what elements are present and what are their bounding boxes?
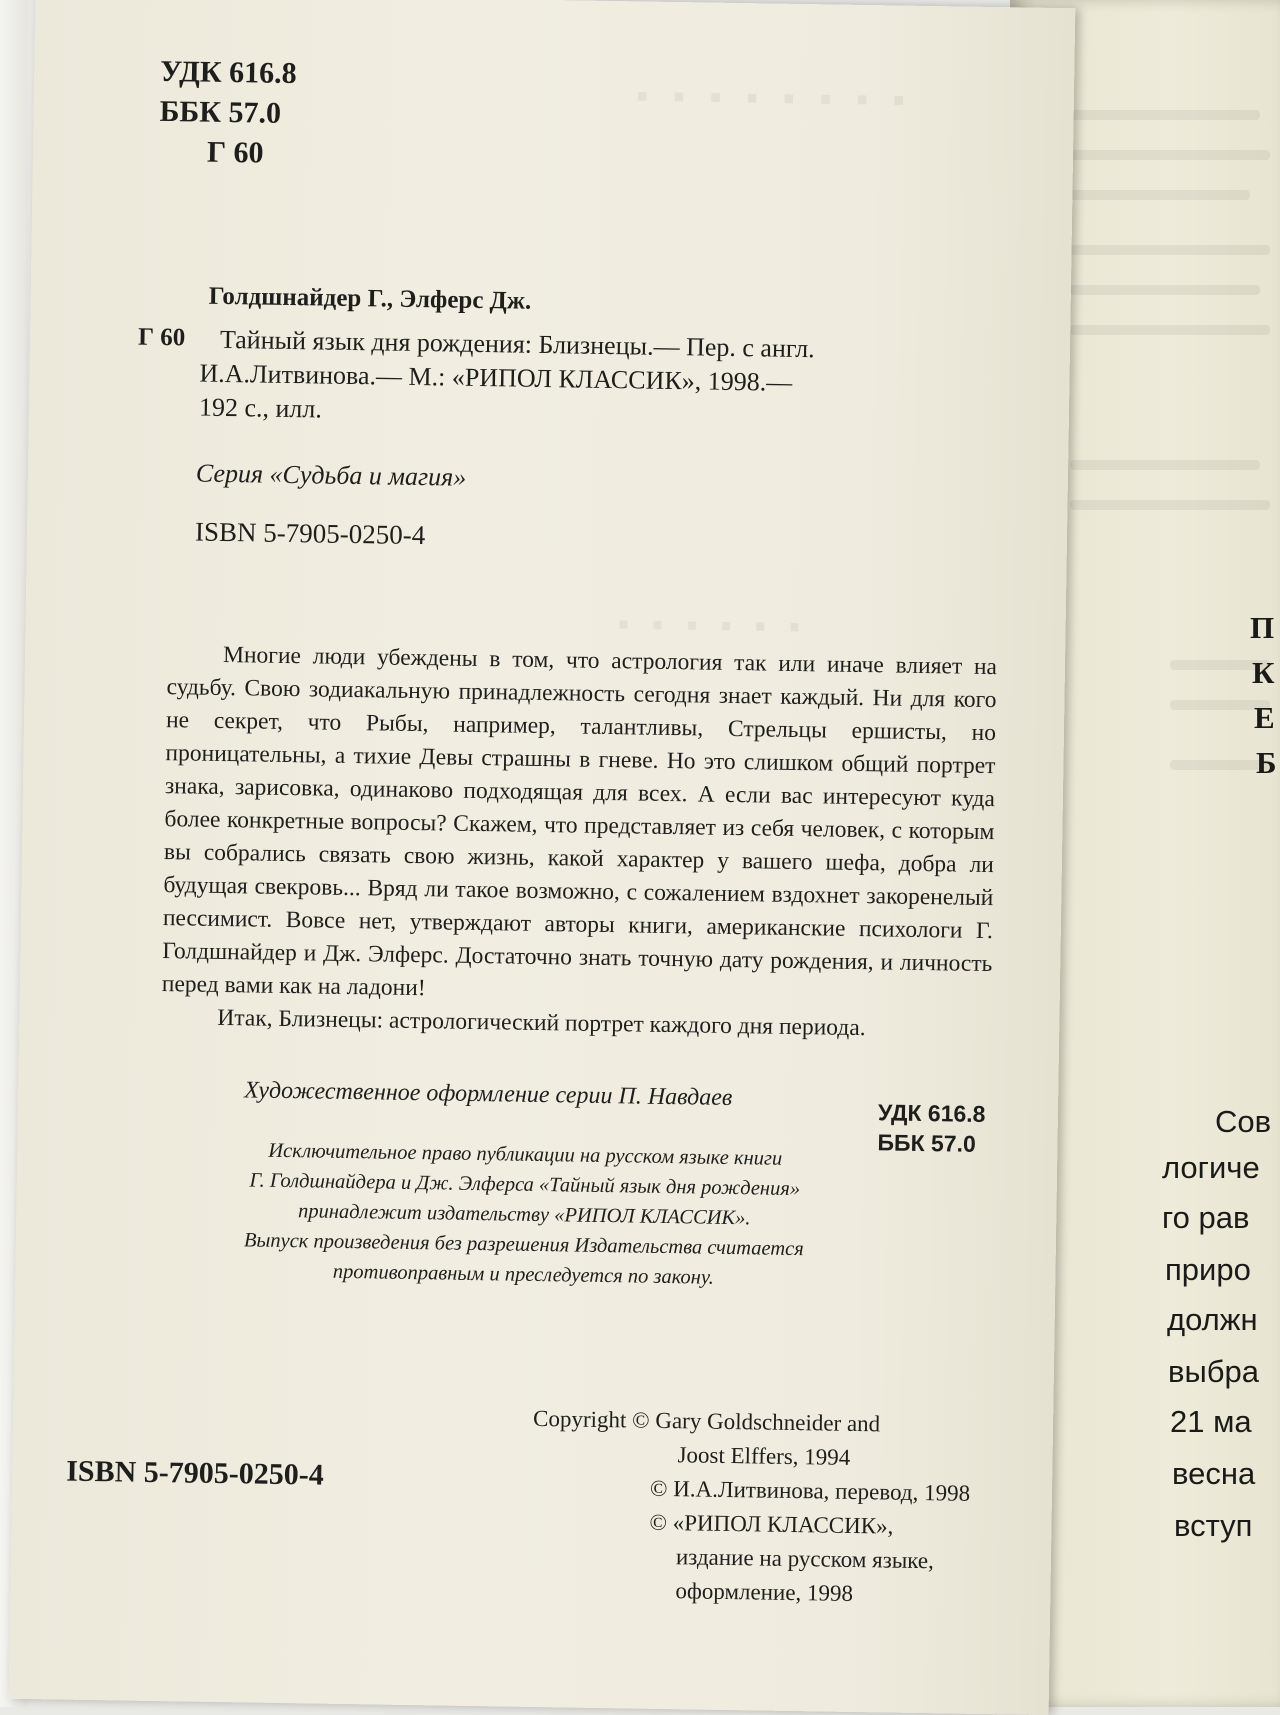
show-through: · · · · · · bbox=[615, 592, 806, 659]
text-line: приро bbox=[1165, 1252, 1251, 1287]
isbn-top: ISBN 5-7905-0250-4 bbox=[194, 516, 426, 551]
entry-code: Г 60 bbox=[137, 323, 186, 352]
copyright-line: оформление, 1998 bbox=[675, 1578, 854, 1606]
bbk-code: ББК 57.0 bbox=[159, 94, 282, 130]
text-line: весна bbox=[1172, 1456, 1256, 1491]
show-through: · · · · · · · · bbox=[633, 62, 911, 134]
copyright-block bbox=[530, 1402, 971, 1613]
rights-notice bbox=[163, 1134, 885, 1295]
copyright-line: Joost Elffers, 1994 bbox=[677, 1442, 851, 1470]
rights-line: Г. Голдшнайдера и Дж. Элферса «Тайный язык дня рождения» bbox=[249, 1169, 801, 1201]
bibliographic-entry bbox=[198, 323, 815, 434]
text-line: выбра bbox=[1168, 1354, 1259, 1389]
book-page bbox=[9, 0, 1076, 1715]
series-title: Серия «Судьба и магия» bbox=[195, 458, 467, 492]
edge-letter: П bbox=[1250, 610, 1275, 645]
bbk-code: ББК 57.0 bbox=[877, 1129, 976, 1157]
edge-letter: Е bbox=[1254, 700, 1275, 735]
entry-line: 192 с., илл. bbox=[198, 392, 323, 424]
isbn-bottom: ISBN 5-7905-0250-4 bbox=[65, 1454, 324, 1492]
authors: Голдшнайдер Г., Элферс Дж. bbox=[208, 282, 532, 315]
text-line: 21 ма bbox=[1170, 1404, 1252, 1439]
annotation-paragraph: Многие люди убеждены в том, что астрология так или иначе влияет на судьбу. Свою зодиакальную принадлежность сегодня знает каждый. Ни для кого не секрет, что Рыбы, например, талантливы, Стрельцы ершисты, но проницательны, а тихие Девы страшны в гневе. Но это слишком общий портрет знака, зарисовка, одинаково подходящая для всех. А если вас интересуют куда более конкретные вопросы? Скажем, что представляет из себя человек, с которым вы собрались связать свою жизнь, какой характер у вашего шефа, добра ли будущая свекровь... Вряд ли такое возможно, с сожалением вздохнет закоренелый пессимист. Вовсе нет, утверждают авторы книги, американские психологи Г. Голдшнайдер и Дж. Элферс. Достаточно знать точную дату рождения, и личность перед вами как на ладони! bbox=[161, 641, 998, 1002]
edge-letter: К bbox=[1252, 655, 1275, 690]
annotation-paragraph: Итак, Близнецы: астрологический портрет каждого дня периода. bbox=[217, 1004, 866, 1042]
edge-letter: Б bbox=[1256, 745, 1277, 780]
copyright-line: © «РИПОЛ КЛАССИК», bbox=[649, 1509, 894, 1539]
design-credit: Художественное оформление серии П. Навдаев bbox=[244, 1077, 733, 1112]
copyright-line: Copyright © Gary Goldschneider and bbox=[532, 1405, 881, 1437]
copyright-line: © И.А.Литвинова, перевод, 1998 bbox=[649, 1475, 971, 1506]
author-code: Г 60 bbox=[206, 135, 264, 170]
text-line: вступ bbox=[1174, 1508, 1253, 1543]
entry-line: И.А.Литвинова.— М.: «РИПОЛ КЛАССИК», 1998.— bbox=[199, 358, 793, 397]
copyright-line: издание на русском языке, bbox=[675, 1544, 935, 1574]
rights-line: противоправным и преследуется по закону. bbox=[332, 1260, 715, 1289]
classification-bottom bbox=[877, 1097, 985, 1159]
classification-block bbox=[159, 52, 297, 174]
rights-line: Выпуск произведения без разрешения Издательства считается bbox=[243, 1229, 804, 1261]
rights-line: Исключительное право публикации на русском языке книги bbox=[268, 1139, 783, 1170]
udk-code: УДК 616.8 bbox=[877, 1099, 986, 1127]
text-line: го рав bbox=[1162, 1200, 1250, 1235]
annotation bbox=[161, 638, 997, 1047]
udk-code: УДК 616.8 bbox=[159, 54, 297, 91]
text-line: должн bbox=[1167, 1302, 1258, 1337]
text-line: Сов bbox=[1215, 1104, 1272, 1139]
rights-line: принадлежит издательству «РИПОЛ КЛАССИК». bbox=[297, 1200, 751, 1230]
entry-line: Тайный язык дня рождения: Близнецы.— Пер. с англ. bbox=[219, 324, 815, 364]
text-line: логиче bbox=[1162, 1150, 1260, 1185]
